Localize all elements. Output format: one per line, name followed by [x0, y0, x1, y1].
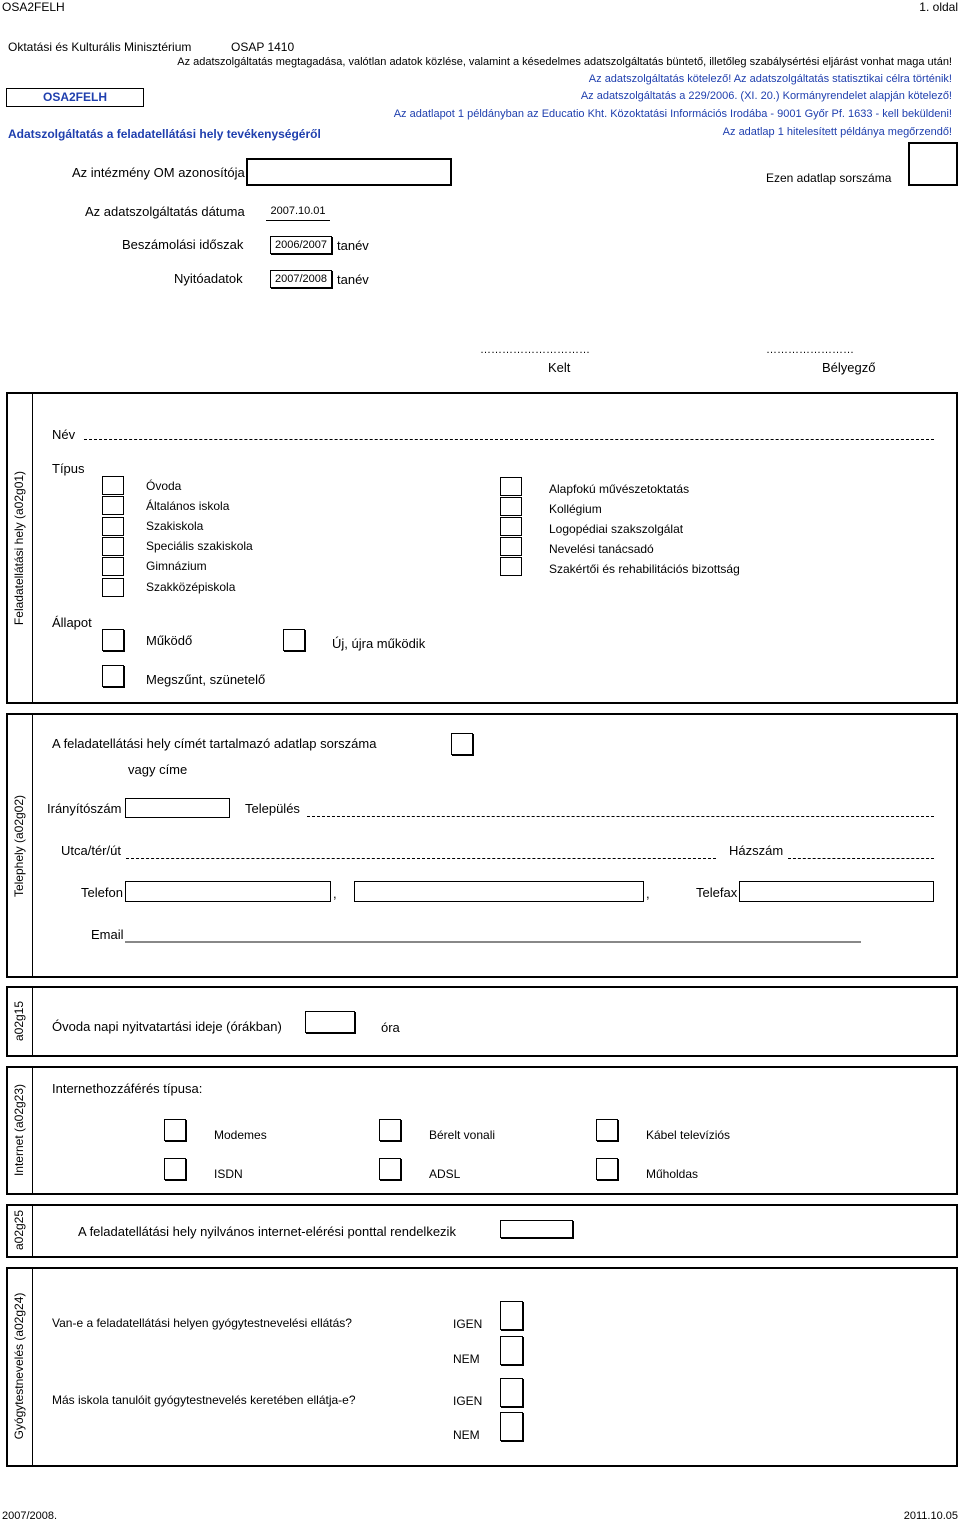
- type-checkbox-szakkozep[interactable]: [102, 578, 124, 597]
- type-checkbox-altalanos[interactable]: [102, 496, 124, 515]
- serial-input[interactable]: [908, 142, 958, 186]
- physio-q2-no-checkbox[interactable]: [500, 1412, 523, 1441]
- city-field[interactable]: [307, 816, 934, 817]
- status-label-reopened: Új, újra működik: [332, 636, 426, 651]
- fax-input[interactable]: [739, 881, 934, 902]
- internet-label-satellite: Műholdas: [646, 1167, 699, 1181]
- serial-label: Ezen adatlap sorszáma: [766, 171, 892, 185]
- form-code: OSA2FELH: [2, 0, 65, 14]
- kindergarten-hours-unit: óra: [381, 1020, 400, 1035]
- street-field[interactable]: [126, 858, 716, 859]
- zip-label: Irányítószám: [47, 801, 122, 816]
- internet-checkbox-adsl[interactable]: [379, 1158, 401, 1180]
- internet-label-leased: Bérelt vonali: [429, 1128, 496, 1142]
- physio-q2-yes-label: IGEN: [453, 1394, 483, 1408]
- type-checkbox-neveles[interactable]: [500, 537, 522, 556]
- type-label-szakkozep: Szakközépiskola: [146, 580, 236, 594]
- address-sheet-label: A feladatellátási hely címét tartalmazó adatlap sorszáma: [52, 736, 377, 751]
- type-checkbox-muveszet[interactable]: [500, 477, 522, 496]
- status-checkbox-working[interactable]: [102, 629, 124, 651]
- osap-code: OSAP 1410: [231, 40, 295, 54]
- kindergarten-hours-label: a02g15: [12, 1000, 26, 1042]
- period-unit: tanév: [337, 238, 369, 253]
- kelt-dots: …………………………: [480, 344, 590, 356]
- opening-value[interactable]: 2007/2008: [270, 270, 332, 288]
- name-label: Név: [52, 427, 76, 442]
- type-label: Típus: [52, 461, 85, 476]
- notice-submission: Az adatlapot 1 példányban az Educatio Kht. Közoktatási Információs Irodába - 9001 Győr Pf. 1633 - kell beküldeni!: [393, 108, 952, 120]
- premises-section: [6, 713, 958, 978]
- notice-penalty: Az adatszolgáltatás megtagadása, valótlan adatok közlése, valamint a késedelmes adatszolgáltatás büntető, illetőleg szabálysértési eljárást vonhat maga után!: [177, 56, 952, 68]
- type-label-gimnazium: Gimnázium: [146, 559, 207, 573]
- type-checkbox-ovoda[interactable]: [102, 476, 124, 495]
- kelt-label: Kelt: [548, 360, 571, 375]
- ministry-name: Oktatási és Kulturális Minisztérium: [8, 40, 192, 54]
- type-checkbox-specialis[interactable]: [102, 537, 124, 556]
- opening-unit: tanév: [337, 272, 369, 287]
- phone-input-2[interactable]: [354, 881, 644, 902]
- notice-mandatory: Az adatszolgáltatás kötelező! Az adatszolgáltatás statisztikai célra történik!: [588, 73, 952, 85]
- city-label: Település: [245, 801, 300, 816]
- type-label-specialis: Speciális szakiskola: [146, 539, 253, 553]
- internet-checkbox-cable[interactable]: [596, 1119, 618, 1141]
- phone-input-1[interactable]: [125, 881, 331, 902]
- public-access-label: a02g25: [12, 1209, 26, 1251]
- type-checkbox-szakertoi[interactable]: [500, 557, 522, 576]
- physio-section: [6, 1267, 958, 1467]
- type-label-muveszet: Alapfokú művészetoktatás: [549, 482, 690, 496]
- status-checkbox-reopened[interactable]: [283, 629, 305, 651]
- site-section-label: Feladatellátási hely (a02g01): [12, 470, 26, 626]
- notice-regulation: Az adatszolgáltatás a 229/2006. (XI. 20.) Kormányrendelet alapján kötelező!: [580, 90, 952, 102]
- type-checkbox-szakiskola[interactable]: [102, 517, 124, 536]
- status-checkbox-closed[interactable]: [102, 665, 124, 687]
- notice-archive: Az adatlap 1 hitelesített példánya megőrzendő!: [722, 126, 952, 138]
- status-label-working: Működő: [146, 633, 193, 648]
- physio-q1-yes-checkbox[interactable]: [500, 1301, 523, 1330]
- om-id-input[interactable]: [246, 158, 452, 186]
- email-label: Email: [91, 927, 124, 942]
- footer-date: 2011.10.05: [903, 1510, 958, 1522]
- type-label-kollegium: Kollégium: [549, 502, 602, 516]
- internet-label-modem: Modemes: [214, 1128, 267, 1142]
- fax-label: Telefax: [696, 885, 738, 900]
- form-code-box: OSA2FELH: [6, 88, 144, 107]
- house-number-field[interactable]: [788, 858, 934, 859]
- type-checkbox-kollegium[interactable]: [500, 497, 522, 516]
- type-label-neveles: Nevelési tanácsadó: [549, 542, 654, 556]
- type-label-logopedia: Logopédiai szakszolgálat: [549, 522, 684, 536]
- internet-section-label: Internet (a02g23): [12, 1083, 26, 1177]
- date-label: Az adatszolgáltatás dátuma: [85, 204, 245, 219]
- physio-q1-no-label: NEM: [453, 1352, 480, 1366]
- type-checkbox-logopedia[interactable]: [500, 517, 522, 536]
- zip-input[interactable]: [125, 798, 230, 818]
- premises-section-label: Telephely (a02g02): [12, 794, 26, 898]
- public-access-input[interactable]: [500, 1220, 573, 1238]
- stamp-dots: ……………………: [766, 344, 854, 356]
- physio-question-2: Más iskola tanulóit gyógytestnevelés keretében ellátja-e?: [52, 1393, 356, 1407]
- kindergarten-hours-input[interactable]: [305, 1011, 355, 1033]
- type-checkbox-gimnazium[interactable]: [102, 557, 124, 576]
- internet-checkbox-leased[interactable]: [379, 1119, 401, 1141]
- type-label-altalanos: Általános iskola: [146, 499, 230, 513]
- internet-label-adsl: ADSL: [429, 1167, 461, 1181]
- or-address-label: vagy címe: [128, 762, 188, 777]
- email-field[interactable]: [125, 941, 861, 943]
- name-field[interactable]: [84, 439, 934, 440]
- status-label-closed: Megszűnt, szünetelő: [146, 672, 266, 687]
- om-id-label: Az intézmény OM azonosítója: [72, 165, 245, 180]
- footer-school-year: 2007/2008.: [2, 1510, 58, 1522]
- period-value[interactable]: 2006/2007: [270, 236, 332, 254]
- status-label: Állapot: [52, 615, 92, 630]
- address-sheet-input[interactable]: [451, 733, 473, 755]
- physio-section-label: Gyógytestnevelés (a02g24): [12, 1292, 26, 1440]
- phone-label: Telefon: [81, 885, 123, 900]
- internet-checkbox-modem[interactable]: [164, 1119, 186, 1141]
- form-title: Adatszolgáltatás a feladatellátási hely tevékenységéről: [8, 127, 321, 141]
- internet-label-cable: Kábel televíziós: [646, 1128, 731, 1142]
- period-label: Beszámolási időszak: [122, 237, 244, 252]
- phone-separator-2: ,: [646, 886, 650, 901]
- phone-separator-1: ,: [333, 886, 337, 901]
- street-label: Utca/tér/út: [61, 843, 121, 858]
- physio-q1-no-checkbox[interactable]: [500, 1336, 523, 1365]
- physio-q2-no-label: NEM: [453, 1428, 480, 1442]
- internet-type-title: Internethozzáférés típusa:: [52, 1081, 203, 1096]
- house-number-label: Házszám: [729, 843, 784, 858]
- date-value[interactable]: 2007.10.01: [266, 203, 330, 221]
- opening-label: Nyitóadatok: [174, 271, 243, 286]
- page-number: 1. oldal: [919, 0, 958, 14]
- stamp-label: Bélyegző: [822, 360, 876, 375]
- type-label-ovoda: Óvoda: [146, 479, 182, 493]
- type-label-szakertoi: Szakértői és rehabilitációs bizottság: [549, 562, 740, 576]
- physio-question-1: Van-e a feladatellátási helyen gyógytestnevelési ellátás?: [52, 1316, 352, 1330]
- kindergarten-hours-question: Óvoda napi nyitvatartási ideje (órákban): [52, 1019, 282, 1034]
- internet-checkbox-isdn[interactable]: [164, 1158, 186, 1180]
- type-label-szakiskola: Szakiskola: [146, 519, 204, 533]
- physio-q1-yes-label: IGEN: [453, 1317, 483, 1331]
- internet-label-isdn: ISDN: [214, 1167, 243, 1181]
- internet-checkbox-satellite[interactable]: [596, 1158, 618, 1180]
- public-access-question: A feladatellátási hely nyilvános internet-elérési ponttal rendelkezik: [78, 1224, 456, 1239]
- physio-q2-yes-checkbox[interactable]: [500, 1378, 523, 1407]
